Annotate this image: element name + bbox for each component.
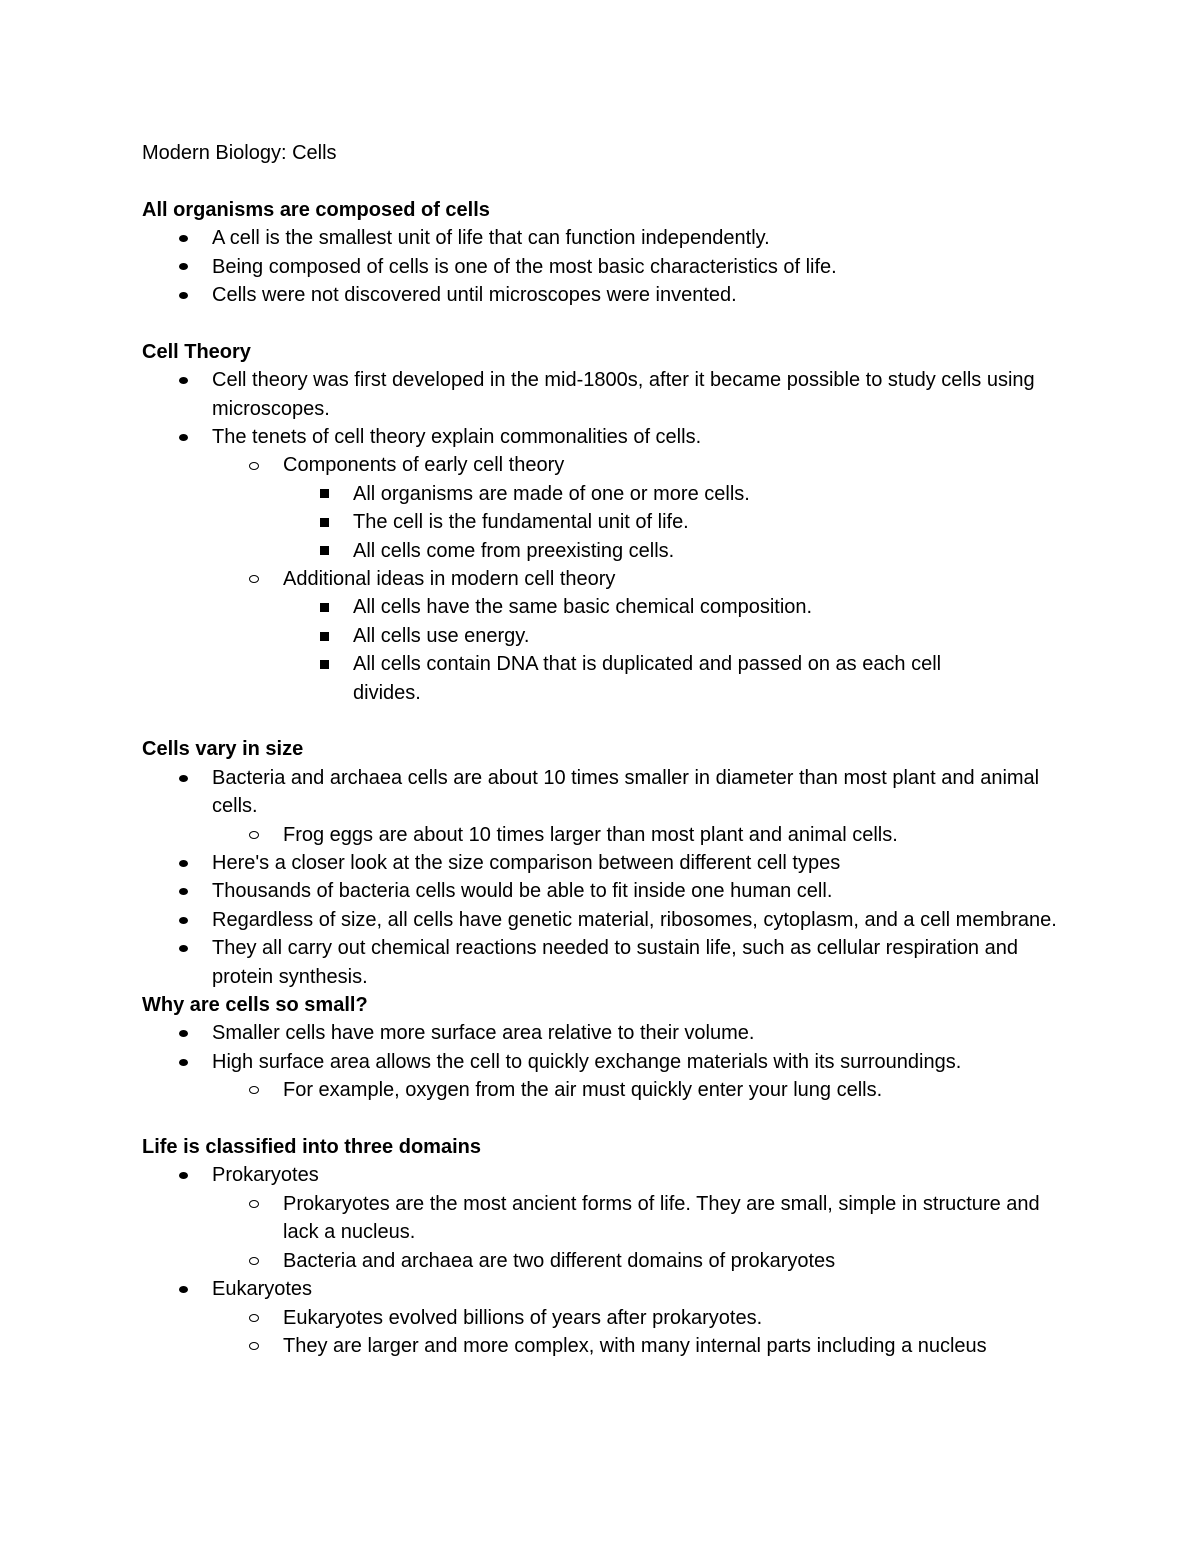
section-heading: All organisms are composed of cells	[142, 198, 490, 221]
list-item	[142, 451, 1072, 479]
bullet-dot-icon	[176, 849, 190, 877]
list-item	[142, 508, 1072, 536]
bullet-dot-icon	[176, 1275, 190, 1303]
list-item-text: Additional ideas in modern cell theory	[283, 568, 616, 591]
spacer	[142, 309, 1072, 337]
list-item-text: All cells use energy.	[353, 624, 530, 647]
bullet-dot-icon	[176, 877, 190, 905]
spacer	[142, 167, 1072, 195]
bullet-dot-icon	[176, 423, 190, 451]
list-item	[142, 565, 1072, 593]
list-item	[142, 593, 1072, 621]
document-body	[142, 196, 1072, 1361]
list-item	[142, 906, 1072, 934]
bullet-circle-icon	[247, 565, 261, 593]
list-item	[142, 1247, 1072, 1275]
bullet-dot-icon	[176, 1048, 190, 1076]
bullet-circle-icon	[247, 1190, 261, 1218]
list-item-text: Bacteria and archaea are two different domains of prokaryotes	[283, 1249, 836, 1272]
list-item-text: Cells were not discovered until microscopes were invented.	[212, 283, 737, 306]
bullet-dot-icon	[176, 366, 190, 394]
list-item-text: Eukaryotes	[212, 1278, 313, 1301]
list-item-text: Bacteria and archaea cells are about 10 times smaller in diameter than most plant and animal cells.	[212, 766, 1040, 818]
bullet-dot-icon	[176, 764, 190, 792]
bullet-square-icon	[317, 537, 331, 565]
bullet-dot-icon	[176, 253, 190, 281]
list-item-text: High surface area allows the cell to quickly exchange materials with its surroundings.	[212, 1050, 962, 1073]
list-item-text: All cells contain DNA that is duplicated and passed on as each cell divides.	[353, 653, 942, 704]
bullet-dot-icon	[176, 1019, 190, 1047]
list-item-text: They all carry out chemical reactions needed to sustain life, such as cellular respiration and protein synthesis.	[212, 937, 1018, 988]
list-item-text: Regardless of size, all cells have genetic material, ribosomes, cytoplasm, and a cell membrane.	[212, 908, 1057, 931]
spacer	[142, 1105, 1072, 1133]
list-item	[142, 849, 1072, 877]
spacer	[142, 707, 1072, 735]
bullet-circle-icon	[247, 1304, 261, 1332]
bullet-dot-icon	[176, 906, 190, 934]
list-item	[142, 1048, 1072, 1076]
document-page	[142, 139, 1072, 1360]
list-item-text: Smaller cells have more surface area relative to their volume.	[212, 1022, 755, 1045]
list-item	[142, 1275, 1072, 1303]
list-item	[142, 1332, 1072, 1360]
list-item-text: Prokaryotes are the most ancient forms of life. They are small, simple in structure and lack a nucleus.	[283, 1192, 1040, 1244]
bullet-square-icon	[317, 593, 331, 621]
list-item-text: Cell theory was first developed in the mid-1800s, after it became possible to study cells using microscopes.	[212, 369, 1035, 420]
list-item-text: The tenets of cell theory explain commonalities of cells.	[212, 425, 702, 448]
section-heading: Life is classified into three domains	[142, 1136, 481, 1159]
list-item	[142, 423, 1072, 451]
list-item	[142, 1076, 1072, 1104]
list-item	[142, 650, 1072, 707]
list-item	[142, 1304, 1072, 1332]
list-item-text: All cells come from preexisting cells.	[353, 539, 675, 562]
bullet-circle-icon	[247, 451, 261, 479]
list-item-text: Being composed of cells is one of the most basic characteristics of life.	[212, 255, 837, 278]
list-item	[142, 622, 1072, 650]
list-item-text: They are larger and more complex, with many internal parts including a nucleus	[283, 1334, 987, 1357]
list-item-text: Eukaryotes evolved billions of years after prokaryotes.	[283, 1306, 763, 1329]
list-item-text: Thousands of bacteria cells would be able to fit inside one human cell.	[212, 880, 833, 903]
section-heading: Cells vary in size	[142, 738, 304, 761]
list-item	[142, 934, 1072, 991]
bullet-dot-icon	[176, 934, 190, 962]
bullet-square-icon	[317, 650, 331, 678]
list-item	[142, 253, 1072, 281]
list-item	[142, 366, 1072, 423]
bullet-square-icon	[317, 622, 331, 650]
document-title: Modern Biology: Cells	[142, 142, 337, 164]
bullet-square-icon	[317, 480, 331, 508]
list-item	[142, 821, 1072, 849]
list-item-text: All cells have the same basic chemical composition.	[353, 596, 813, 619]
section-heading: Cell Theory	[142, 340, 251, 363]
list-item	[142, 224, 1072, 252]
section-heading: Why are cells so small?	[142, 994, 368, 1017]
list-item	[142, 281, 1072, 309]
list-item	[142, 1190, 1072, 1247]
bullet-circle-icon	[247, 1247, 261, 1275]
list-item-text: Prokaryotes	[212, 1164, 319, 1187]
bullet-circle-icon	[247, 1332, 261, 1360]
bullet-square-icon	[317, 508, 331, 536]
list-item	[142, 1019, 1072, 1047]
list-item-text: Here's a closer look at the size comparison between different cell types	[212, 852, 841, 875]
list-item	[142, 480, 1072, 508]
bullet-dot-icon	[176, 224, 190, 252]
list-item-text: A cell is the smallest unit of life that can function independently.	[212, 227, 770, 250]
bullet-circle-icon	[247, 1076, 261, 1104]
bullet-circle-icon	[247, 821, 261, 849]
list-item-text: Components of early cell theory	[283, 454, 565, 477]
list-item	[142, 537, 1072, 565]
list-item	[142, 764, 1072, 821]
bullet-dot-icon	[176, 281, 190, 309]
list-item-text: The cell is the fundamental unit of life.	[353, 511, 689, 534]
list-item-text: For example, oxygen from the air must quickly enter your lung cells.	[283, 1079, 883, 1102]
bullet-dot-icon	[176, 1161, 190, 1189]
list-item-text: All organisms are made of one or more cells.	[353, 482, 750, 505]
list-item	[142, 877, 1072, 905]
list-item-text: Frog eggs are about 10 times larger than most plant and animal cells.	[283, 823, 898, 846]
list-item	[142, 1161, 1072, 1189]
